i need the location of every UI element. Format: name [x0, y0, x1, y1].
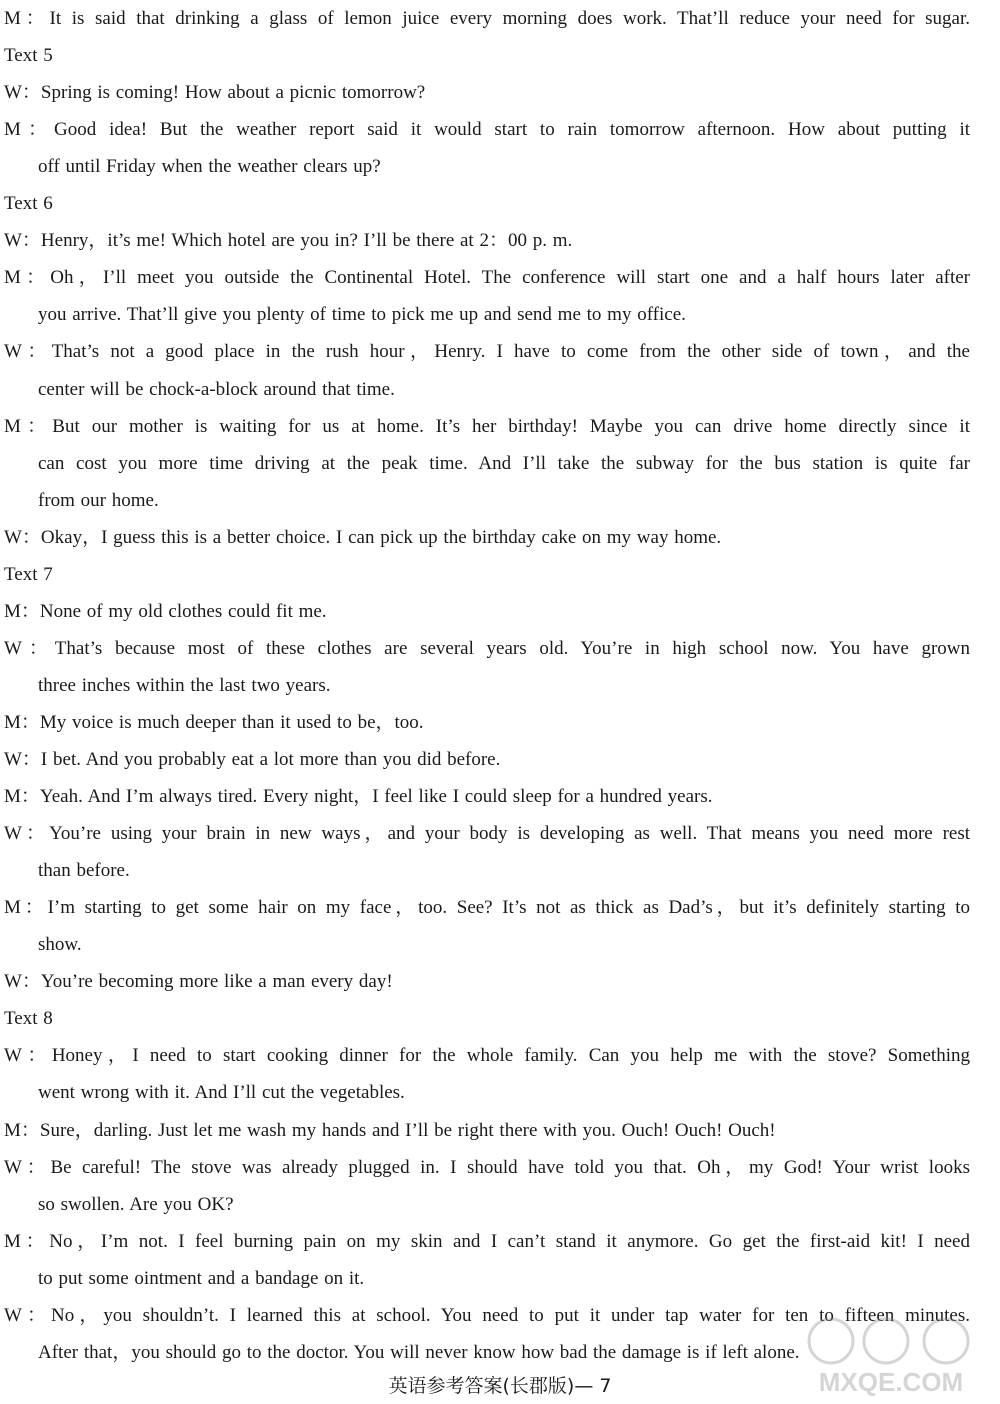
dialogue-line: W：Honey，I need to start cooking dinner for the whole family. Can you help me with the stove? Something — [4, 1045, 970, 1067]
dialogue-line: W：Spring is coming! How about a picnic tomorrow? — [4, 82, 426, 104]
watermark-text: MXQE.COM — [818, 1367, 964, 1397]
section-heading: Text 8 — [4, 1008, 53, 1030]
dialogue-line: M：I’m starting to get some hair on my face，too. See? It’s not as thick as Dad’s，but it’s definitely starting to — [4, 897, 970, 919]
dialogue-line: to put some ointment and a bandage on it. — [38, 1267, 365, 1289]
dialogue-line: you arrive. That’ll give you plenty of time to pick me up and send me to my office. — [38, 304, 686, 326]
page-footer: 英语参考答案(长郡版)— 7 — [388, 1375, 612, 1397]
dialogue-line: W：Okay，I guess this is a better choice. I can pick up the birthday cake on my way home. — [4, 526, 722, 548]
dialogue-line: M：Yeah. And I’m always tired. Every night，I feel like I could sleep for a hundred years. — [4, 786, 713, 807]
dialogue-line: M：None of my old clothes could fit me. — [4, 600, 327, 622]
section-heading: Text 5 — [4, 45, 53, 66]
dialogue-line: W：You’re using your brain in new ways，and your body is developing as well. That means you need more rest — [4, 823, 970, 845]
site-watermark-logo — [786, 1311, 996, 1399]
dialogue-line: off until Friday when the weather clears up? — [38, 156, 381, 178]
dialogue-line: M：Good idea! But the weather report said it would start to rain tomorrow afternoon. How about putting it — [4, 119, 970, 141]
dialogue-line: can cost you more time driving at the peak time. And I’ll take the subway for the bus station is quite far — [38, 452, 970, 474]
dialogue-line: W：No，you shouldn’t. I learned this at school. You need to put it under tap water for ten to fifteen minutes. — [4, 1304, 970, 1326]
dialogue-line: M：Sure，darling. Just let me wash my hands and I’ll be right there with you. Ouch! Ouch! Ouch! — [4, 1119, 776, 1141]
dialogue-line: so swollen. Are you OK? — [38, 1193, 234, 1215]
dialogue-line: W：That’s not a good place in the rush hour，Henry. I have to come from the other side of town，and the — [4, 341, 970, 363]
dialogue-line: M：No，I’m not. I feel burning pain on my skin and I can’t stand it anymore. Go get the first-aid kit! I need — [4, 1230, 970, 1252]
dialogue-line: M：But our mother is waiting for us at home. It’s her birthday! Maybe you can drive home directly since it — [4, 415, 970, 437]
dialogue-line: from our home. — [38, 489, 159, 511]
watermark-logo-icon — [786, 1311, 996, 1399]
dialogue-line: W：I bet. And you probably eat a lot more than you did before. — [4, 749, 501, 770]
dialogue-line: W：You’re becoming more like a man every day! — [4, 971, 393, 993]
dialogue-line: center will be chock-a-block around that time. — [38, 378, 395, 400]
dialogue-line: M：Oh，I’ll meet you outside the Continental Hotel. The conference will start one and a half hours later after — [4, 267, 970, 289]
dialogue-line: went wrong with it. And I’ll cut the vegetables. — [38, 1082, 405, 1104]
dialogue-line: show. — [38, 934, 82, 956]
dialogue-line: M：My voice is much deeper than it used to be，too. — [4, 711, 424, 733]
section-heading: Text 6 — [4, 193, 53, 215]
dialogue-line: W：Be careful! The stove was already plugged in. I should have told you that. Oh，my God! Your wrist looks — [4, 1156, 970, 1178]
section-heading: Text 7 — [4, 563, 53, 585]
dialogue-line: W：Henry，it’s me! Which hotel are you in? I’ll be there at 2：00 p. m. — [4, 230, 573, 252]
dialogue-line: M：It is said that drinking a glass of lemon juice every morning does work. That’ll reduce your need for sugar. — [4, 8, 970, 29]
dialogue-line: W：That’s because most of these clothes are several years old. You’re in high school now. You have grown — [4, 637, 970, 659]
dialogue-line: than before. — [38, 860, 130, 882]
dialogue-line: After that，you should go to the doctor. You will never know how bad the damage is if left alone. — [38, 1341, 800, 1363]
dialogue-line: three inches within the last two years. — [38, 674, 331, 696]
